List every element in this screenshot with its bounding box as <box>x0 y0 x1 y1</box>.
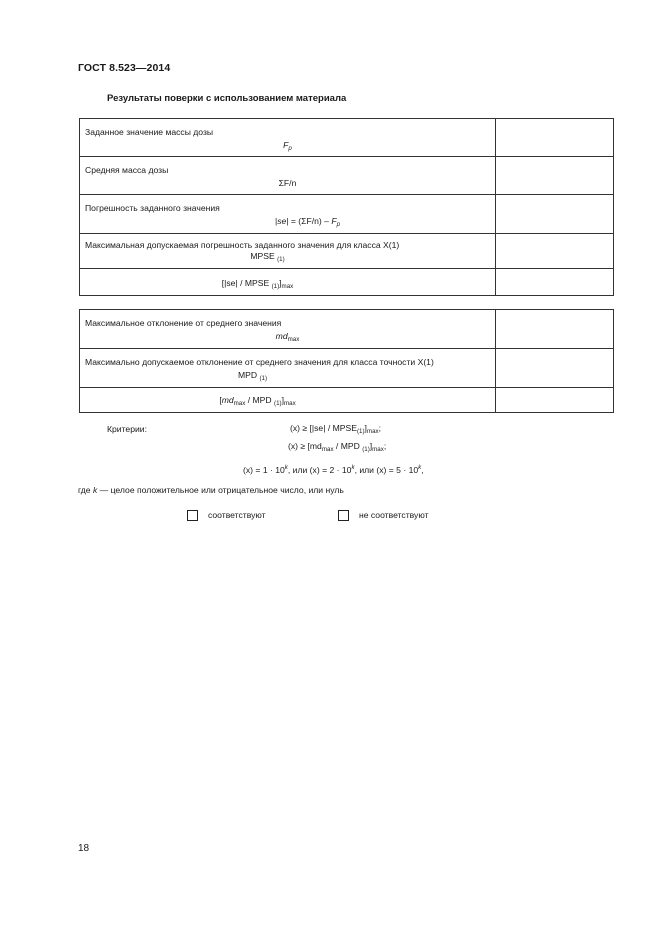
table-row <box>80 157 614 195</box>
not-conform-checkbox[interactable] <box>338 510 349 521</box>
value-cell[interactable] <box>496 269 614 296</box>
row-label: Максимальная допускаемая погрешность заданного значения для класса X(1) <box>85 240 400 250</box>
formula: $|se| = (\Sigma F/n) - F_p$ <box>274 216 341 228</box>
formula: $F_p$ <box>283 140 292 152</box>
row-label: Погрешность заданного значения <box>85 203 220 213</box>
value-cell[interactable] <box>496 388 614 413</box>
page-number: 18 <box>78 843 90 854</box>
criterion-mpd: $(x) \ge [md_{max}$ / MPD $_{(1)}]_{max}$; <box>288 441 387 453</box>
formula: ΣF/n <box>278 178 297 188</box>
value-cell[interactable] <box>496 349 614 388</box>
table-row <box>80 310 614 349</box>
not-conform-label: не соответствуют <box>359 510 429 520</box>
row-label: Максимально допускаемое отклонение от среднего значения для класса точности X(1) <box>85 357 434 367</box>
value-cell[interactable] <box>496 119 614 157</box>
formula: [$md_{max}$ / MPD $_{(1)}]_{max}$ <box>219 395 296 407</box>
criteria-label: Критерии: <box>107 424 147 434</box>
table-row <box>80 349 614 388</box>
table-row <box>80 388 614 413</box>
value-cell[interactable] <box>496 234 614 269</box>
table-row <box>80 269 614 296</box>
row-label: Средняя масса дозы <box>85 165 169 175</box>
criterion-x-values: $(x) = 1 \cdot 10^k$, или $(x) = 2 \cdot 10^k$, или $(x) = 5 \cdot 10^k$, <box>243 464 424 475</box>
value-cell[interactable] <box>496 157 614 195</box>
conform-checkbox[interactable] <box>187 510 198 521</box>
formula: MPD $_{(1)}$ <box>237 370 268 382</box>
table-row <box>80 119 614 157</box>
results-table-mpd <box>79 309 614 413</box>
document-header: ГОСТ 8.523—2014 <box>78 62 171 74</box>
formula: MPSE $_{(1)}$ <box>250 251 285 263</box>
conform-label: соответствуют <box>208 510 266 520</box>
formula: $md_{max}$ <box>275 331 300 343</box>
criterion-mpse: $(x) \ge [|se| / MPSE_{(1)}]_{max}$; <box>290 423 382 435</box>
note-k: где k — целое положительное или отрицательное число, или нуль <box>78 485 344 495</box>
table-row <box>80 195 614 234</box>
value-cell[interactable] <box>496 195 614 234</box>
results-table-mpse <box>79 118 614 296</box>
table-row <box>80 234 614 269</box>
row-label: Заданное значение массы дозы <box>85 127 214 137</box>
value-cell[interactable] <box>496 310 614 349</box>
formula: [|se| / MPSE $_{(1)}]_{max}$ <box>221 278 294 290</box>
section-title: Результаты поверки с использованием материала <box>107 93 347 104</box>
row-label: Максимальное отклонение от среднего значения <box>85 318 282 328</box>
